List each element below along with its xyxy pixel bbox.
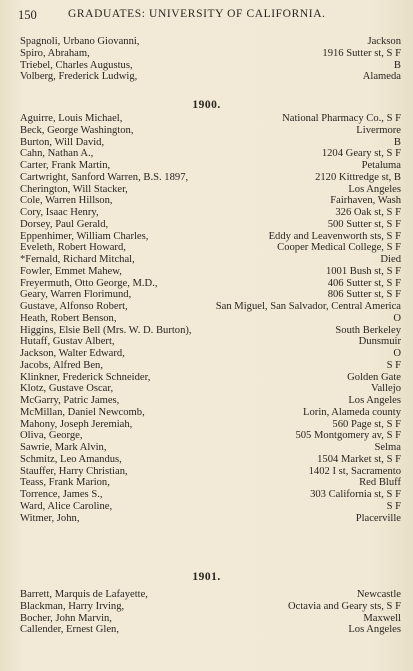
graduate-name: Cory, Isaac Henry, (20, 207, 99, 218)
graduate-name: Cole, Warren Hillson, (20, 195, 113, 207)
section-1900 (20, 113, 401, 524)
entry-row (20, 60, 401, 72)
entry-row (20, 125, 401, 137)
graduate-address: Los Angeles (348, 624, 401, 636)
entry-row (20, 360, 401, 372)
entry-row (20, 513, 401, 525)
graduate-address: 1204 Geary st, S F (321, 148, 401, 160)
entry-row (20, 36, 401, 48)
year-heading-1901: 1901. (192, 571, 221, 583)
graduate-address: S F (386, 359, 401, 371)
graduate-address: National Pharmacy Co., S F (282, 113, 401, 124)
graduate-address: Eddy and Leavenworth sts, S F (268, 230, 401, 242)
entry-row (20, 160, 401, 172)
entry-row (20, 219, 401, 231)
graduate-name: McGarry, Patric James, (20, 395, 120, 406)
entry-row (20, 466, 401, 478)
graduate-address: O (393, 348, 401, 359)
page-number: 150 (18, 8, 37, 22)
entry-row (20, 383, 401, 395)
entry-row (20, 195, 401, 207)
entry-row (20, 71, 401, 83)
entry-row (20, 113, 401, 125)
graduate-address: 500 Sutter st, S F (327, 218, 401, 230)
graduate-address: 1916 Sutter st, S F (322, 47, 401, 59)
entry-row (20, 589, 401, 601)
graduate-address: O (393, 312, 401, 324)
graduate-name: Carter, Frank Martin, (20, 160, 111, 171)
entry-row (20, 148, 401, 160)
entry-row (20, 477, 401, 489)
graduate-name: Eveleth, Robert Howard, (20, 242, 126, 254)
entry-row (20, 184, 401, 196)
graduate-name: Oliva, George, (20, 430, 83, 442)
entry-row (20, 242, 401, 254)
graduate-name: Cahn, Nathan A., (20, 148, 94, 160)
entry-row (20, 278, 401, 290)
year-heading-1900: 1900. (192, 99, 221, 111)
entry-row (20, 624, 401, 636)
graduate-address: 1001 Bush st, S F (325, 265, 401, 277)
entry-row (20, 172, 401, 184)
graduate-address: 326 Oak st, S F (335, 207, 401, 218)
graduate-name: Beck, George Washington, (20, 124, 134, 136)
entry-row (20, 454, 401, 466)
graduate-name: Volberg, Frederick Ludwig, (20, 71, 138, 83)
entry-row (20, 231, 401, 243)
graduate-address: Placerville (355, 512, 401, 524)
graduate-name: Cartwright, Sanford Warren, B.S. 1897, (20, 171, 189, 183)
graduate-name: Eppenhimer, William Charles, (20, 230, 149, 242)
graduate-name: Mahony, Joseph Jeremiah, (20, 418, 133, 430)
section-1901 (20, 589, 401, 636)
graduate-address: Octavia and Geary sts, S F (288, 600, 401, 612)
entry-row (20, 254, 401, 266)
entry-row (20, 407, 401, 419)
entry-row (20, 137, 401, 149)
graduate-address: Red Bluff (359, 477, 401, 489)
entry-row (20, 207, 401, 219)
graduate-address: 1504 Market st, S F (317, 453, 401, 465)
graduate-address: B (393, 136, 401, 148)
graduate-name: Klotz, Gustave Oscar, (20, 383, 114, 395)
graduate-address: Livermore (356, 124, 401, 136)
graduate-address: Petaluma (361, 160, 401, 171)
graduate-name: Witmer, John, (20, 512, 80, 524)
graduate-address: Lorin, Alameda county (303, 406, 401, 418)
entry-row (20, 442, 401, 454)
graduate-address: Cooper Medical College, S F (277, 242, 401, 254)
entry-row (20, 395, 401, 407)
graduate-address: 406 Sutter st, S F (327, 277, 401, 289)
entry-row (20, 313, 401, 325)
graduate-address: 1402 I st, Sacramento (308, 465, 401, 477)
graduate-name: Freyermuth, Otto George, M.D., (20, 277, 158, 289)
entry-row (20, 613, 401, 625)
graduate-address: S F (386, 500, 401, 512)
graduate-address: 806 Sutter st, S F (327, 289, 401, 301)
graduate-name: Spagnoli, Urbano Giovanni, (20, 36, 140, 47)
graduate-name: Blackman, Harry Irving, (20, 600, 125, 612)
entry-row (20, 489, 401, 501)
graduate-name: Teass, Frank Marion, (20, 477, 110, 489)
graduate-address: Vallejo (370, 383, 401, 395)
graduate-name: Jackson, Walter Edward, (20, 348, 125, 359)
graduate-name: Stauffer, Harry Christian, (20, 465, 128, 477)
page-header (18, 8, 399, 26)
entry-row (20, 419, 401, 431)
graduate-address: 505 Montgomery av, S F (295, 430, 401, 442)
entry-row (20, 301, 401, 313)
entry-row (20, 430, 401, 442)
graduate-address: Golden Gate (347, 371, 401, 383)
entry-row (20, 289, 401, 301)
graduate-address: Maxwell (363, 612, 401, 624)
graduate-name: Dorsey, Paul Gerald, (20, 218, 109, 230)
graduate-address: 303 California st, S F (310, 489, 401, 500)
graduate-address: Newcastle (356, 589, 401, 600)
section-top (20, 36, 401, 83)
graduate-name: McMillan, Daniel Newcomb, (20, 406, 145, 418)
graduate-name: Callender, Ernest Glen, (20, 624, 120, 636)
graduate-address: Dunsmuir (358, 336, 401, 348)
graduate-name: Fowler, Emmet Mahew, (20, 265, 122, 277)
graduate-name: Higgins, Elsie Bell (Mrs. W. D. Burton), (20, 324, 192, 336)
graduate-name: Triebel, Charles Augustus, (20, 59, 133, 71)
graduate-name: Ward, Alice Caroline, (20, 500, 113, 512)
entry-row (20, 266, 401, 278)
graduate-name: Cherington, Will Stacker, (20, 183, 128, 195)
graduate-name: Klinkner, Frederick Schneider, (20, 371, 151, 383)
graduate-name: Torrence, James S., (20, 489, 103, 500)
graduate-address: 560 Page st, S F (332, 418, 401, 430)
graduate-address: Alameda (362, 71, 401, 83)
graduate-address: San Miguel, San Salvador, Central America (215, 301, 401, 312)
graduate-address: Fairhaven, Wash (330, 195, 401, 207)
graduate-address: Los Angeles (348, 183, 401, 195)
entry-row (20, 48, 401, 60)
graduate-address: 2120 Kittredge st, B (315, 171, 401, 183)
graduate-address: Died (380, 254, 401, 265)
graduate-name: Geary, Warren Florimund, (20, 289, 132, 301)
entry-row (20, 601, 401, 613)
graduate-name: Spiro, Abraham, (20, 47, 90, 59)
running-title: GRADUATES: UNIVERSITY OF CALIFORNIA. (68, 8, 326, 20)
entry-row (20, 372, 401, 384)
entry-row (20, 336, 401, 348)
graduate-name: Sawrie, Mark Alvin, (20, 442, 107, 453)
graduate-name: Aguirre, Louis Michael, (20, 113, 123, 124)
entry-row (20, 348, 401, 360)
graduate-address: Jackson (367, 36, 401, 47)
graduate-name: Jacobs, Alfred Ben, (20, 359, 103, 371)
graduate-address: Los Angeles (348, 395, 401, 406)
entry-row (20, 501, 401, 513)
graduate-name: Heath, Robert Benson, (20, 312, 117, 324)
graduate-address: Selma (374, 442, 401, 453)
graduate-address: South Berkeley (335, 324, 401, 336)
graduate-name: Bocher, John Marvin, (20, 612, 112, 624)
graduate-name: Barrett, Marquis de Lafayette, (20, 589, 148, 600)
graduate-name: Schmitz, Leo Amandus, (20, 453, 122, 465)
graduate-name: Hutaff, Gustav Albert, (20, 336, 115, 348)
graduate-address: B (393, 59, 401, 71)
entry-row (20, 325, 401, 337)
graduate-name: *Fernald, Richard Mitchal, (20, 254, 135, 265)
graduate-name: Burton, Will David, (20, 136, 105, 148)
graduate-name: Gustave, Alfonso Robert, (20, 301, 128, 312)
